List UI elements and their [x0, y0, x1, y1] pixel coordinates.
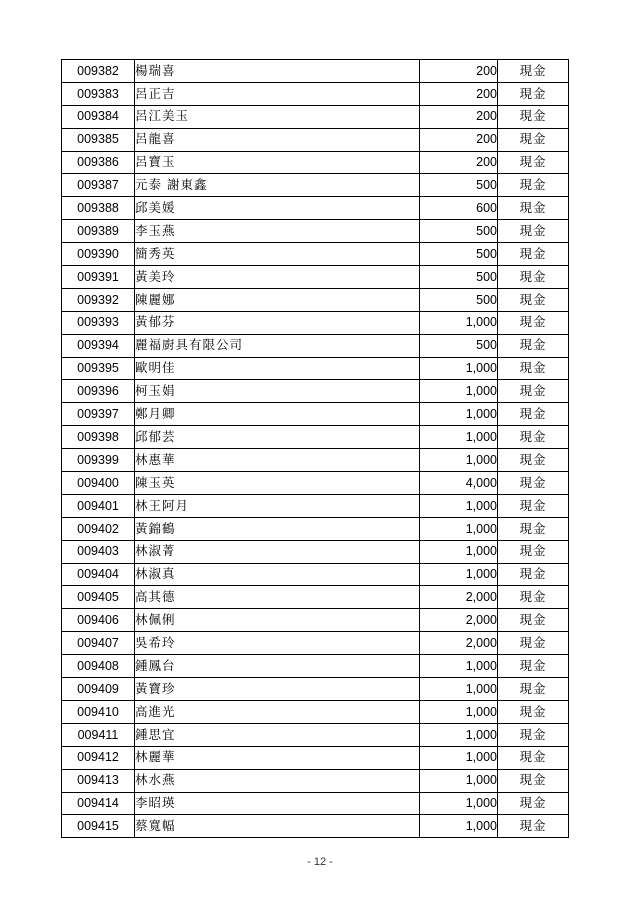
donor-name: 呂正吉 [135, 82, 420, 105]
receipt-number: 009401 [62, 494, 135, 517]
table-row [62, 60, 569, 83]
receipt-number: 009385 [62, 128, 135, 151]
receipt-number: 009392 [62, 288, 135, 311]
donation-amount: 500 [420, 220, 498, 243]
table-row [62, 563, 569, 586]
table-row [62, 174, 569, 197]
donation-amount: 1,000 [420, 357, 498, 380]
receipt-number: 009383 [62, 82, 135, 105]
table-row [62, 540, 569, 563]
table-row [62, 220, 569, 243]
donation-amount: 1,000 [420, 540, 498, 563]
donor-name: 黃錦鶴 [135, 517, 420, 540]
donor-name: 黃寶珍 [135, 678, 420, 701]
table-row [62, 151, 569, 174]
payment-method: 現金 [498, 105, 569, 128]
table-row [62, 700, 569, 723]
receipt-number: 009412 [62, 746, 135, 769]
table-row [62, 815, 569, 838]
payment-method: 現金 [498, 426, 569, 449]
receipt-number: 009409 [62, 678, 135, 701]
donation-amount: 1,000 [420, 311, 498, 334]
donor-name: 鄭月卿 [135, 403, 420, 426]
donor-name: 陳麗娜 [135, 288, 420, 311]
payment-method: 現金 [498, 174, 569, 197]
donor-name: 歐明佳 [135, 357, 420, 380]
donation-amount: 200 [420, 128, 498, 151]
table-row [62, 449, 569, 472]
donation-amount: 1,000 [420, 678, 498, 701]
donor-name: 吳希玲 [135, 632, 420, 655]
payment-method: 現金 [498, 494, 569, 517]
receipt-number: 009400 [62, 472, 135, 495]
receipt-number: 009415 [62, 815, 135, 838]
donor-name: 簡秀英 [135, 243, 420, 266]
table-row [62, 426, 569, 449]
donation-amount: 500 [420, 174, 498, 197]
payment-method: 現金 [498, 311, 569, 334]
payment-method: 現金 [498, 769, 569, 792]
receipt-number: 009382 [62, 60, 135, 83]
payment-method: 現金 [498, 60, 569, 83]
table-row [62, 655, 569, 678]
donor-name: 李昭瑛 [135, 792, 420, 815]
payment-method: 現金 [498, 792, 569, 815]
donor-name: 高進光 [135, 700, 420, 723]
donor-name: 高其德 [135, 586, 420, 609]
donation-amount: 1,000 [420, 563, 498, 586]
table-row [62, 609, 569, 632]
donation-amount: 2,000 [420, 632, 498, 655]
receipt-number: 009386 [62, 151, 135, 174]
receipt-number: 009408 [62, 655, 135, 678]
donation-amount: 1,000 [420, 403, 498, 426]
donation-amount: 1,000 [420, 769, 498, 792]
donation-amount: 1,000 [420, 655, 498, 678]
payment-method: 現金 [498, 609, 569, 632]
payment-method: 現金 [498, 403, 569, 426]
payment-method: 現金 [498, 517, 569, 540]
payment-method: 現金 [498, 586, 569, 609]
receipt-number: 009410 [62, 700, 135, 723]
donor-name: 林佩俐 [135, 609, 420, 632]
receipt-number: 009413 [62, 769, 135, 792]
receipt-number: 009411 [62, 723, 135, 746]
payment-method: 現金 [498, 540, 569, 563]
table-row [62, 723, 569, 746]
payment-method: 現金 [498, 266, 569, 289]
table-row [62, 82, 569, 105]
donation-amount: 2,000 [420, 609, 498, 632]
donation-amount: 1,000 [420, 815, 498, 838]
payment-method: 現金 [498, 334, 569, 357]
donor-name: 呂寶玉 [135, 151, 420, 174]
receipt-number: 009396 [62, 380, 135, 403]
donation-amount: 500 [420, 288, 498, 311]
donor-name: 元泰 謝東鑫 [135, 174, 420, 197]
table-row [62, 288, 569, 311]
donation-amount: 1,000 [420, 449, 498, 472]
receipt-number: 009398 [62, 426, 135, 449]
donor-name: 林王阿月 [135, 494, 420, 517]
donation-amount: 200 [420, 105, 498, 128]
donation-amount: 1,000 [420, 380, 498, 403]
receipt-number: 009397 [62, 403, 135, 426]
payment-method: 現金 [498, 243, 569, 266]
table-row [62, 472, 569, 495]
donation-amount: 500 [420, 243, 498, 266]
payment-method: 現金 [498, 220, 569, 243]
table-row [62, 494, 569, 517]
table-row [62, 586, 569, 609]
payment-method: 現金 [498, 472, 569, 495]
payment-method: 現金 [498, 723, 569, 746]
donor-name: 林水燕 [135, 769, 420, 792]
receipt-number: 009393 [62, 311, 135, 334]
receipt-number: 009414 [62, 792, 135, 815]
donor-name: 邱美媛 [135, 197, 420, 220]
donation-amount: 1,000 [420, 746, 498, 769]
receipt-number: 009389 [62, 220, 135, 243]
donor-name: 鍾鳳台 [135, 655, 420, 678]
donation-amount: 200 [420, 151, 498, 174]
donation-table [61, 59, 569, 838]
payment-method: 現金 [498, 655, 569, 678]
table-row [62, 678, 569, 701]
donor-name: 林淑菁 [135, 540, 420, 563]
payment-method: 現金 [498, 815, 569, 838]
donation-amount: 500 [420, 266, 498, 289]
payment-method: 現金 [498, 449, 569, 472]
table-row [62, 334, 569, 357]
payment-method: 現金 [498, 632, 569, 655]
receipt-number: 009405 [62, 586, 135, 609]
receipt-number: 009387 [62, 174, 135, 197]
payment-method: 現金 [498, 678, 569, 701]
donation-amount: 200 [420, 60, 498, 83]
table-row [62, 197, 569, 220]
donor-name: 李玉燕 [135, 220, 420, 243]
payment-method: 現金 [498, 197, 569, 220]
table-row [62, 266, 569, 289]
donation-amount: 1,000 [420, 494, 498, 517]
payment-method: 現金 [498, 357, 569, 380]
donor-name: 蔡寬幅 [135, 815, 420, 838]
table-row [62, 403, 569, 426]
donation-amount: 200 [420, 82, 498, 105]
donor-name: 鍾思宜 [135, 723, 420, 746]
page-number: - 12 - [307, 856, 333, 868]
donor-name: 林麗華 [135, 746, 420, 769]
receipt-number: 009391 [62, 266, 135, 289]
donation-amount: 1,000 [420, 792, 498, 815]
table-row [62, 380, 569, 403]
donor-name: 陳玉英 [135, 472, 420, 495]
receipt-number: 009395 [62, 357, 135, 380]
donor-name: 麗福廚具有限公司 [135, 334, 420, 357]
table-row [62, 517, 569, 540]
donation-amount: 1,000 [420, 426, 498, 449]
payment-method: 現金 [498, 563, 569, 586]
donor-name: 柯玉娟 [135, 380, 420, 403]
receipt-number: 009407 [62, 632, 135, 655]
payment-method: 現金 [498, 151, 569, 174]
table-row [62, 357, 569, 380]
table-row [62, 243, 569, 266]
receipt-number: 009403 [62, 540, 135, 563]
payment-method: 現金 [498, 82, 569, 105]
payment-method: 現金 [498, 128, 569, 151]
donation-amount: 2,000 [420, 586, 498, 609]
donor-name: 黃郁芬 [135, 311, 420, 334]
table-row [62, 792, 569, 815]
table-row [62, 632, 569, 655]
receipt-number: 009406 [62, 609, 135, 632]
donor-name: 邱郁芸 [135, 426, 420, 449]
donation-amount: 1,000 [420, 700, 498, 723]
payment-method: 現金 [498, 746, 569, 769]
donation-table-body [62, 60, 569, 838]
receipt-number: 009384 [62, 105, 135, 128]
donation-amount: 1,000 [420, 517, 498, 540]
donor-name: 林淑真 [135, 563, 420, 586]
table-row [62, 769, 569, 792]
table-row [62, 128, 569, 151]
table-row [62, 311, 569, 334]
donation-amount: 600 [420, 197, 498, 220]
donor-name: 呂江美玉 [135, 105, 420, 128]
receipt-number: 009402 [62, 517, 135, 540]
donation-amount: 500 [420, 334, 498, 357]
receipt-number: 009399 [62, 449, 135, 472]
donation-amount: 4,000 [420, 472, 498, 495]
donor-name: 呂龍喜 [135, 128, 420, 151]
donation-amount: 1,000 [420, 723, 498, 746]
table-row [62, 746, 569, 769]
receipt-number: 009388 [62, 197, 135, 220]
donor-name: 楊瑞喜 [135, 60, 420, 83]
receipt-number: 009404 [62, 563, 135, 586]
donor-name: 林惠華 [135, 449, 420, 472]
payment-method: 現金 [498, 380, 569, 403]
table-row [62, 105, 569, 128]
donor-name: 黃美玲 [135, 266, 420, 289]
receipt-number: 009394 [62, 334, 135, 357]
payment-method: 現金 [498, 700, 569, 723]
receipt-number: 009390 [62, 243, 135, 266]
payment-method: 現金 [498, 288, 569, 311]
